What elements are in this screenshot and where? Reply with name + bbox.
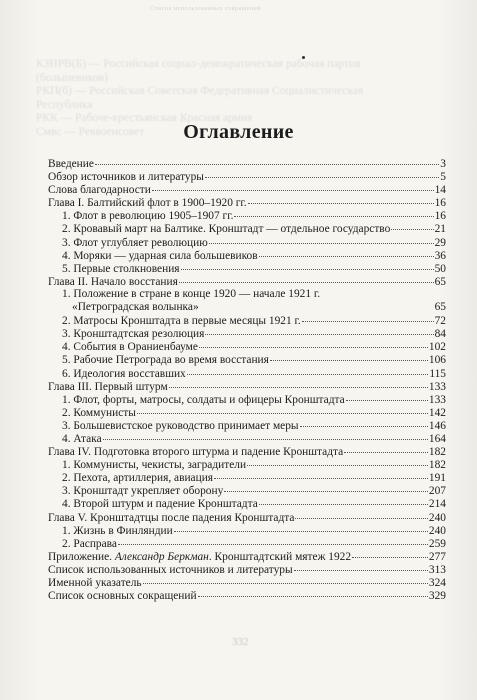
toc-entry-page-number: 72 <box>434 315 446 328</box>
dot-leader <box>224 482 428 492</box>
toc-entry-page-number: 65 <box>434 275 446 288</box>
toc-entry-page-number: 16 <box>434 197 446 210</box>
toc-entry-title: 4. События в Ораниенбауме <box>62 341 198 354</box>
toc-entry-title: «Петроградская волынка» <box>72 301 199 314</box>
dot-leader <box>174 522 428 532</box>
toc-entry[interactable] <box>48 209 446 222</box>
toc-entry-page-number: 50 <box>434 262 446 275</box>
toc-entry-title: Глава III. Первый штурм <box>48 380 168 393</box>
toc-entry-title: Обзор источников и литературы <box>48 171 204 184</box>
dot-leader <box>205 168 439 178</box>
dot-leader <box>198 587 428 597</box>
bleed-through-header: Список использованных сокращений <box>150 6 262 12</box>
dot-leader <box>209 234 434 244</box>
toc-entry-page-number: 102 <box>428 341 446 354</box>
toc-entry-title: 2. Кровавый март на Балтике. Кронштадт — отдельное государство <box>62 223 391 236</box>
toc-entry-page-number: 259 <box>428 537 446 550</box>
toc-entry-page-number: 240 <box>428 524 446 537</box>
ghost-line: (большевиков) <box>36 71 108 84</box>
toc-entry-title: 1. Жизнь в Финляндии <box>62 524 173 537</box>
toc-entry-page-number: 324 <box>428 577 446 589</box>
toc-entry-title: Слова благодарности <box>48 184 151 197</box>
toc-entry-title: Приложение. Александр Беркман. Кронштадтский мятеж 1922 <box>48 550 352 563</box>
toc-entry-title: 4. Второй штурм и падение Кронштадта <box>62 498 258 511</box>
dot-leader <box>205 325 433 335</box>
dot-leader <box>295 509 427 519</box>
dot-leader <box>259 247 434 257</box>
toc-entry-page-number: 277 <box>428 550 446 563</box>
toc-entry-page-number: 313 <box>428 563 446 576</box>
dot-leader <box>346 391 428 401</box>
toc-entry-title: Список основных сокращений <box>48 590 197 603</box>
toc-entry-page-number: 3 <box>440 158 446 170</box>
dot-leader <box>391 220 433 230</box>
toc-entry-page-number: 182 <box>428 446 446 459</box>
page-title: Оглавление <box>183 121 294 143</box>
ghost-line: Смвс — Реввоенсовет <box>36 125 145 138</box>
dot-leader <box>234 207 433 217</box>
toc-entry-title: Глава I. Балтийский флот в 1900–1920 гг. <box>48 197 247 210</box>
toc-entry-title: 3. Кронштадтская резолюция <box>62 328 205 341</box>
toc-entry-page-number: 240 <box>428 511 446 524</box>
toc-entry-page-number: 16 <box>434 210 446 223</box>
toc-entry-title: 1. Коммунисты, чекисты, заградители <box>62 459 247 472</box>
toc-entry-page-number: 142 <box>428 406 446 419</box>
toc-entry-page-number: 5 <box>440 171 446 184</box>
dot-leader <box>103 430 428 440</box>
dot-leader <box>352 548 428 558</box>
toc-entry-title: Глава V. Кронштадтцы после падения Кронштадта <box>48 511 295 524</box>
toc-entry-page-number: 115 <box>429 367 446 380</box>
toc-entry-page-number: 29 <box>434 236 446 249</box>
toc-entry-title: Список использованных источников и литературы <box>48 563 293 576</box>
toc-entry-title: 5. Рабочие Петрограда во время восстания <box>62 354 269 367</box>
dot-leader <box>95 155 439 165</box>
toc-entry-page-number: 106 <box>428 354 446 367</box>
dot-leader <box>247 456 428 466</box>
toc-entry-title: Введение <box>48 158 94 170</box>
toc-entry-page-number: 191 <box>428 472 446 485</box>
table-of-contents <box>48 157 446 602</box>
dot-leader <box>181 260 434 270</box>
dot-leader <box>321 286 445 295</box>
toc-entry-page-number: 14 <box>434 184 446 197</box>
toc-entry-title: Глава IV. Подготовка второго штурма и падение Кронштадта <box>48 446 344 459</box>
ghost-line: РКК — Рабоче-крестьянская Красная армия <box>36 112 253 124</box>
toc-entry-page-number: 164 <box>428 432 446 445</box>
toc-entry-page-number: 21 <box>434 223 446 236</box>
toc-entry-page-number: 133 <box>428 380 446 393</box>
dot-leader <box>270 351 428 361</box>
dot-leader <box>214 469 428 479</box>
dot-leader <box>259 495 428 505</box>
dot-leader <box>344 443 428 453</box>
toc-entry-title: 5. Первые столкновения <box>62 262 180 275</box>
dot-leader <box>294 561 428 571</box>
dot-leader <box>118 535 428 545</box>
toc-entry-page-number: 146 <box>428 419 446 432</box>
toc-entry-title: 6. Идеология восставших <box>62 367 186 380</box>
dot-leader <box>152 181 434 191</box>
dot-leader <box>137 404 428 414</box>
toc-entry-page-number: 214 <box>428 498 446 511</box>
ghost-line: КЗНРВ(Б) — Российская социал-демократическая рабочая партия <box>36 58 361 70</box>
dot-leader <box>179 273 434 283</box>
toc-entry-page-number: 65 <box>434 301 446 314</box>
toc-entry-page-number: 133 <box>428 393 446 406</box>
toc-entry-title: 2. Матросы Кронштадта в первые месяцы 1921 г. <box>62 315 301 328</box>
dot-leader <box>300 417 428 427</box>
dot-leader <box>199 338 428 348</box>
ghost-line: Республика <box>36 98 93 111</box>
toc-entry-title: 3. Кронштадт укрепляет оборону <box>62 485 224 498</box>
toc-entry-title: 1. Флот в революцию 1905–1907 гг. <box>62 210 234 223</box>
ghost-line: РКП(б) — Российская Советская Федеративная Социалистическая <box>36 85 364 97</box>
toc-entry-title: 4. Атака <box>62 432 102 445</box>
dot-leader <box>248 194 434 204</box>
toc-entry-page-number: 84 <box>434 328 446 341</box>
toc-entry-page-number: 36 <box>434 249 446 262</box>
toc-entry-title: 2. Пехота, артиллерия, авиация <box>62 472 214 485</box>
toc-entry-title: Именной указатель <box>48 577 142 589</box>
dot-leader <box>169 378 428 388</box>
toc-entry-title: 1. Положение в стране в конце 1920 — начале 1921 г. <box>62 287 321 300</box>
dot-leader <box>302 312 434 322</box>
toc-entry[interactable] <box>48 589 446 602</box>
toc-entry-title: 2. Расправа <box>62 537 117 550</box>
dot-leader <box>143 574 428 584</box>
toc-entry-page-number: 182 <box>428 459 446 472</box>
toc-entry-title: 2. Коммунисты <box>62 406 136 419</box>
toc-entry-title: 4. Моряки — ударная сила большевиков <box>62 249 258 262</box>
toc-entry-title: Глава II. Начало восстания <box>48 275 178 288</box>
toc-entry-title: 3. Флот углубляет революцию <box>62 236 208 249</box>
toc-entry-title: 3. Большевистское руководство принимает меры <box>62 419 299 432</box>
toc-entry-page-number: 329 <box>428 590 446 603</box>
toc-entry-page-number: 207 <box>428 485 446 498</box>
dot-leader <box>200 299 434 308</box>
toc-entry-title: 1. Флот, форты, матросы, солдаты и офицеры Кронштадта <box>62 393 345 406</box>
dot-leader <box>187 365 429 375</box>
bleed-through-page-number: 332 <box>232 636 249 648</box>
